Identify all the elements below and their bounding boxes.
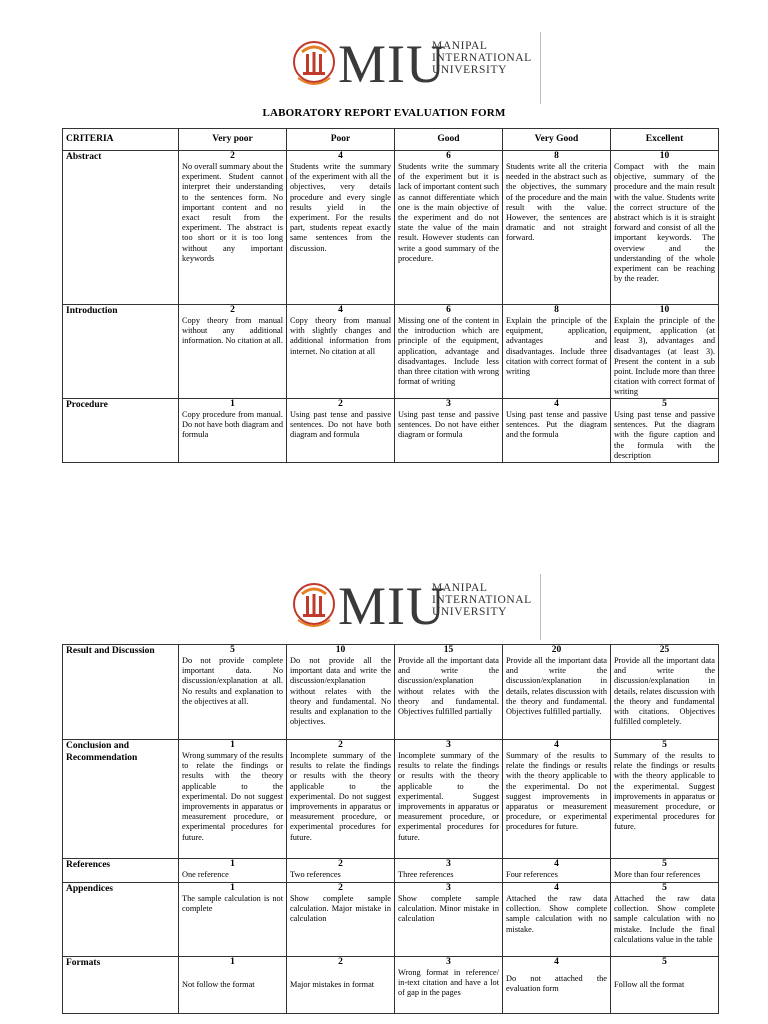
score: 5	[662, 883, 667, 893]
header-excellent: Excellent	[611, 129, 719, 151]
rubric-cell	[611, 740, 719, 859]
description: Using past tense and passive sentences. Do not have either diagram or formula	[398, 410, 499, 440]
university-logo	[292, 34, 542, 106]
table-row-result-discussion	[63, 645, 719, 740]
header-criteria: CRITERIA	[63, 129, 179, 151]
logo-name	[432, 40, 532, 76]
description: No overall summary about the experiment. Student cannot interpret their understanding to the sentences form. No important content and no exact result from the experiment. The abstract is too short or it is too long without any important keywords	[182, 162, 283, 263]
rubric-cell	[287, 740, 395, 859]
score: 3	[446, 740, 451, 750]
description: Wrong summary of the results to relate the findings or results with the theory applicable to the experimental. Do not suggest improvements in apparatus or measurement procedure, or experimental procedures for future.	[182, 751, 283, 842]
score: 4	[338, 305, 343, 315]
rubric-cell	[395, 859, 503, 883]
rubric-table-1	[62, 128, 719, 463]
logo-name-line1: MANIPAL	[432, 40, 488, 52]
description: Four references	[506, 870, 558, 879]
criteria-conclusion: Conclusion and Recommendation	[63, 740, 179, 859]
score: 8	[554, 151, 559, 161]
description: Explain the principle of the equipment, application, advantages and disadvantages. Include three citation with correct format of writing	[506, 316, 607, 377]
score: 5	[662, 740, 667, 750]
score: 5	[662, 399, 667, 409]
description: Provide all the important data and write the discussion/explanation in details, relates discussion with the theory and fundamental with citations. Objectives fulfilled completely.	[614, 656, 715, 727]
rubric-cell	[503, 151, 611, 305]
rubric-cell	[395, 305, 503, 399]
description: Copy procedure from manual. Do not have both diagram and formula	[182, 410, 283, 440]
description: Major mistakes in format	[290, 980, 375, 989]
description: Students write the summary of the experiment with all the objectives, very details procedure and every single results yield in the experiment. For the results part, students repeat exactly same sentences from the discussion.	[290, 162, 391, 253]
score: 8	[554, 305, 559, 315]
score: 1	[230, 957, 235, 967]
rubric-cell	[611, 957, 719, 1014]
description: Copy theory from manual with slightly changes and additional information from internet. No citation at all	[290, 316, 391, 356]
description: Using past tense and passive sentences. Do not have both diagram and formula	[290, 410, 391, 440]
rubric-cell	[395, 151, 503, 305]
logo-name-line2: INTERNATIONAL	[432, 52, 532, 64]
rubric-cell	[503, 740, 611, 859]
description: Using past tense and passive sentences. Put the diagram with the figure caption and the formula with the description	[614, 410, 715, 460]
rubric-table-2	[62, 644, 719, 1014]
score: 5	[662, 859, 667, 869]
header-very-good: Very Good	[503, 129, 611, 151]
rubric-cell	[395, 957, 503, 1014]
description: Students write the summary of the experiment but it is lack of important content such as cannot differentiate which one is the main objective of the experiment and do not state the value of the main result. However students can write a good summary of the procedure.	[398, 162, 499, 263]
score: 2	[338, 883, 343, 893]
description: Attached the raw data collection. Show complete sample calculation with no mistake. Include the final calculations value in the table	[614, 894, 715, 944]
score: 10	[335, 645, 346, 655]
score: 5	[662, 957, 667, 967]
rubric-cell	[179, 399, 287, 463]
logo-abbr: MIU	[338, 576, 446, 636]
logo-divider	[540, 32, 541, 104]
description: Do not provide complete important data. No discussion/explanation at all. No results and explanation to the objectives at all.	[182, 656, 283, 706]
rubric-cell	[395, 740, 503, 859]
rubric-cell	[503, 883, 611, 957]
rubric-cell	[611, 645, 719, 740]
description: Summary of the results to relate the findings or results with the theory applicable to the experimental. Do not suggest improvements in apparatus or measurement procedure, or experimental procedures for future.	[506, 751, 607, 832]
score: 4	[554, 957, 559, 967]
description: Not follow the format	[182, 980, 255, 989]
rubric-cell	[287, 305, 395, 399]
description: Copy theory from manual without any additional information. No citation at all.	[182, 316, 283, 346]
rubric-cell	[611, 399, 719, 463]
table-row-references	[63, 859, 719, 883]
logo-name	[432, 582, 532, 618]
criteria-result-discussion: Result and Discussion	[63, 645, 179, 740]
description: Show complete sample calculation. Minor mistake in calculation	[398, 894, 499, 924]
rubric-cell	[179, 957, 287, 1014]
table-row-conclusion	[63, 740, 719, 859]
score: 6	[446, 151, 451, 161]
score: 6	[446, 305, 451, 315]
rubric-cell	[611, 305, 719, 399]
description: Explain the principle of the equipment, application (at least 3), advantages and disadvantages (at least 3). Present the content in a sub point. Include more than three citation with correct format of writing	[614, 316, 715, 397]
rubric-cell	[395, 399, 503, 463]
score: 1	[230, 883, 235, 893]
criteria-abstract: Abstract	[63, 151, 179, 305]
score: 2	[230, 305, 235, 315]
rubric-cell	[611, 883, 719, 957]
header-good: Good	[395, 129, 503, 151]
score: 2	[338, 399, 343, 409]
score: 1	[230, 859, 235, 869]
score: 20	[551, 645, 562, 655]
rubric-cell	[503, 957, 611, 1014]
rubric-cell	[287, 151, 395, 305]
miu-emblem-icon	[292, 38, 336, 96]
score: 15	[443, 645, 454, 655]
description: Missing one of the content in the introduction which are principle of the equipment, application, advantage and disadvantages. Include less than three citation with wrong format of writing	[398, 316, 499, 387]
rubric-cell	[503, 399, 611, 463]
score: 3	[446, 883, 451, 893]
score: 4	[554, 859, 559, 869]
score: 1	[230, 399, 235, 409]
score: 4	[554, 740, 559, 750]
description: Students write all the criteria needed in the abstract such as the objectives, the summary of the procedure and the main result with the value. However, the sentences are dramatic and not straight forward.	[506, 162, 607, 243]
description: Wrong format in reference/ in-text citation and have a lot of gap in the pages	[398, 968, 499, 998]
rubric-cell	[503, 645, 611, 740]
score: 25	[659, 645, 670, 655]
description: Follow all the format	[614, 980, 685, 989]
description: Three references	[398, 870, 454, 879]
criteria-references: References	[63, 859, 179, 883]
score: 2	[338, 740, 343, 750]
table-row-appendices	[63, 883, 719, 957]
rubric-cell	[503, 859, 611, 883]
description: Two references	[290, 870, 341, 879]
description: Provide all the important data and write the discussion/explanation without relates with the theory and fundamental. Objectives fulfilled partially	[398, 656, 499, 717]
criteria-introduction: Introduction	[63, 305, 179, 399]
table-row-introduction	[63, 305, 719, 399]
header-very-poor: Very poor	[179, 129, 287, 151]
score: 2	[338, 859, 343, 869]
score: 2	[230, 151, 235, 161]
description: Do not attached the evaluation form	[506, 974, 607, 994]
score: 3	[446, 399, 451, 409]
description: More than four references	[614, 870, 701, 879]
rubric-cell	[179, 740, 287, 859]
score: 4	[554, 883, 559, 893]
description: Incomplete summary of the results to relate the findings or results with the theory applicable to the experimental. Do not suggest improvements in apparatus or measurement procedure, or experimental procedures for future.	[290, 751, 391, 842]
description: Using past tense and passive sentences. Put the diagram and the formula	[506, 410, 607, 440]
criteria-appendices: Appendices	[63, 883, 179, 957]
rubric-cell	[179, 151, 287, 305]
description: Do not provide all the important data and write the discussion/explanation without relates with the theory and fundamental. No results and explanation to the objectives.	[290, 656, 391, 727]
table-row-procedure	[63, 399, 719, 463]
logo-abbr: MIU	[338, 34, 446, 94]
description: Show complete sample calculation. Major mistake in calculation	[290, 894, 391, 924]
table-header-row	[63, 129, 719, 151]
rubric-cell	[287, 399, 395, 463]
score: 2	[338, 957, 343, 967]
description: Attached the raw data collection. Show complete sample calculation with no mistake.	[506, 894, 607, 934]
logo-divider	[540, 574, 541, 640]
form-title: LABORATORY REPORT EVALUATION FORM	[262, 107, 506, 119]
rubric-cell	[503, 305, 611, 399]
rubric-cell	[395, 645, 503, 740]
rubric-cell	[611, 151, 719, 305]
score: 4	[338, 151, 343, 161]
rubric-cell	[179, 305, 287, 399]
criteria-formats: Formats	[63, 957, 179, 1014]
score: 10	[659, 305, 670, 315]
logo-name-line3: UNIVERSITY	[432, 64, 507, 76]
university-logo	[292, 576, 542, 648]
logo-name-line2: INTERNATIONAL	[432, 594, 532, 606]
logo-name-line3: UNIVERSITY	[432, 606, 507, 618]
rubric-cell	[287, 957, 395, 1014]
rubric-cell	[287, 645, 395, 740]
score: 5	[230, 645, 235, 655]
logo-name-line1: MANIPAL	[432, 582, 488, 594]
description: Incomplete summary of the results to relate the findings or results with the theory applicable to the experimental. Suggest improvements in apparatus or measurement procedure, or experimental procedures for future.	[398, 751, 499, 842]
description: Summary of the results to relate the findings or results with the theory applicable to the experimental. Suggest improvements in apparatus or measurement procedure, or experimental procedures for future.	[614, 751, 715, 832]
table-row-formats	[63, 957, 719, 1014]
rubric-cell	[287, 883, 395, 957]
score: 4	[554, 399, 559, 409]
score: 3	[446, 859, 451, 869]
description: The sample calculation is not complete	[182, 894, 283, 914]
rubric-cell	[179, 645, 287, 740]
score: 1	[230, 740, 235, 750]
rubric-cell	[179, 859, 287, 883]
table-row-abstract	[63, 151, 719, 305]
description: Provide all the important data and write the discussion/explanation in details, relates discussion with the theory and fundamental. Objectives fulfilled partially.	[506, 656, 607, 717]
header-poor: Poor	[287, 129, 395, 151]
description: Compact with the main objective, summary of the procedure and the main result with the value. Students write the correct structure of the abstract which is it is straight forward and consist of all the important keywords. The overview and the understanding of the whole experiment can be reaching by the reader.	[614, 162, 715, 284]
rubric-cell	[395, 883, 503, 957]
score: 3	[446, 957, 451, 967]
criteria-procedure: Procedure	[63, 399, 179, 463]
description: One reference	[182, 870, 229, 879]
score: 10	[659, 151, 670, 161]
rubric-cell	[179, 883, 287, 957]
rubric-cell	[611, 859, 719, 883]
rubric-cell	[287, 859, 395, 883]
miu-emblem-icon	[292, 580, 336, 638]
